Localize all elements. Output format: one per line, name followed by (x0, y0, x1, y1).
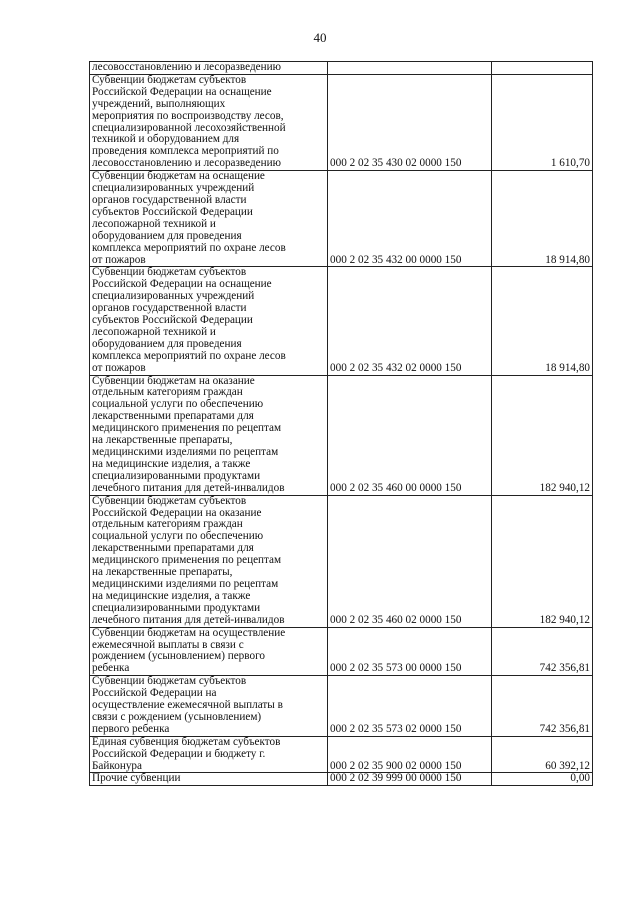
revenue-name-line: лесовосстановлению и лесоразведению (92, 61, 281, 73)
amount-cell: 1 610,70 (492, 74, 593, 170)
table-row (90, 375, 593, 495)
revenue-name-line: на медицинские изделия, а также (92, 457, 251, 470)
revenue-name-line: социальной услуги по обеспечению (92, 530, 264, 543)
revenue-name-line: Субвенции бюджетам субъектов (92, 675, 247, 688)
revenue-name-line: от пожаров (92, 253, 146, 266)
table-row (90, 676, 593, 737)
revenue-name-line: первого ребенка (92, 722, 170, 735)
revenue-name-line: Прочие субвенции (92, 772, 181, 785)
budget-code-cell (328, 62, 492, 75)
revenue-name-line: специализированных учреждений (92, 290, 255, 303)
revenue-name-line: Единая субвенция бюджетам субъектов (92, 735, 281, 748)
table-row (90, 627, 593, 676)
revenue-name-line: техникой и оборудованием для (92, 133, 240, 146)
budget-code-cell: 000 2 02 35 430 02 0000 150 (328, 74, 492, 170)
budget-code-cell: 000 2 02 35 573 02 0000 150 (328, 676, 492, 737)
amount-cell: 0,00 (492, 773, 593, 786)
revenue-name-line: на лекарственные препараты, (92, 434, 233, 447)
revenue-name-cell (90, 773, 328, 786)
amount-cell: 742 356,81 (492, 627, 593, 676)
revenue-name-line: лекарственными препаратами для (92, 410, 254, 423)
revenue-name-line: Российской Федерации на оснащение (92, 278, 272, 291)
amount-cell: 18 914,80 (492, 171, 593, 267)
revenue-name-line: комплекса мероприятий по охране лесов (92, 349, 286, 362)
revenue-name-line: оборудованием для проведения (92, 337, 242, 350)
revenue-name-cell (90, 627, 328, 676)
revenue-name-line: медицинского применения по рецептам (92, 422, 282, 435)
revenue-name-line: ребенка (92, 662, 130, 675)
revenue-name-line: Субвенции бюджетам на оснащение (92, 170, 265, 183)
table-row (90, 773, 593, 786)
budget-code-cell: 000 2 02 35 432 02 0000 150 (328, 267, 492, 375)
budget-code-cell: 000 2 02 35 460 02 0000 150 (328, 495, 492, 627)
revenue-name-line: лечебного питания для детей-инвалидов (92, 613, 285, 626)
revenue-name-line: на лекарственные препараты, (92, 566, 233, 579)
revenue-name-cell (90, 62, 328, 75)
revenue-name-line: органов государственной власти (92, 302, 247, 315)
revenue-name-line: Российской Федерации и бюджету г. (92, 747, 266, 760)
budget-code-cell: 000 2 02 35 900 02 0000 150 (328, 736, 492, 773)
amount-cell (492, 62, 593, 75)
table-body (90, 62, 593, 786)
revenue-name-line: осуществление ежемесячной выплаты в (92, 699, 283, 712)
table-row (90, 171, 593, 267)
revenue-name-line: медицинскими изделиями по рецептам (92, 577, 279, 590)
revenue-name-line: лесопожарной техникой и (92, 217, 216, 230)
revenue-name-cell (90, 495, 328, 627)
revenue-name-line: комплекса мероприятий по охране лесов (92, 241, 286, 254)
revenue-name-line: Российской Федерации на оказание (92, 506, 262, 519)
budget-code-cell: 000 2 02 39 999 00 0000 150 (328, 773, 492, 786)
revenue-name-line: Субвенции бюджетам на осуществление (92, 626, 286, 639)
page-number: 40 (313, 30, 327, 45)
revenue-name-line: специализированных учреждений (92, 182, 255, 195)
revenue-name-cell (90, 171, 328, 267)
revenue-name-line: медицинского применения по рецептам (92, 554, 282, 567)
revenue-name-line: учреждений, выполняющих (92, 97, 226, 110)
budget-code-cell: 000 2 02 35 432 00 0000 150 (328, 171, 492, 267)
revenue-name-line: ежемесячной выплаты в связи с (92, 638, 244, 651)
amount-cell: 18 914,80 (492, 267, 593, 375)
revenue-name-line: Субвенции бюджетам субъектов (92, 494, 247, 507)
revenue-name-line: Субвенции бюджетам субъектов (92, 266, 247, 279)
revenue-name-line: лесовосстановлению и лесоразведению (92, 157, 281, 170)
revenue-name-line: специализированными продуктами (92, 601, 261, 614)
revenue-name-line: субъектов Российской Федерации (92, 314, 253, 327)
table-row (90, 62, 593, 75)
revenue-name-line: от пожаров (92, 361, 146, 374)
revenue-name-cell (90, 74, 328, 170)
budget-code-cell: 000 2 02 35 573 00 0000 150 (328, 627, 492, 676)
revenue-name-cell (90, 736, 328, 773)
revenue-name-line: отдельным категориям граждан (92, 518, 243, 531)
table-row (90, 495, 593, 627)
revenue-name-line: отдельным категориям граждан (92, 386, 243, 399)
revenue-name-line: Российской Федерации на (92, 687, 217, 700)
revenue-name-cell (90, 676, 328, 737)
amount-cell: 182 940,12 (492, 495, 593, 627)
table-row (90, 74, 593, 170)
amount-cell: 182 940,12 (492, 375, 593, 495)
table-row (90, 736, 593, 773)
budget-revenue-table (89, 61, 593, 786)
revenue-name-line: Субвенции бюджетам субъектов (92, 73, 247, 86)
amount-cell: 742 356,81 (492, 676, 593, 737)
revenue-name-line: Российской Федерации на оснащение (92, 85, 272, 98)
revenue-name-line: органов государственной власти (92, 193, 247, 206)
revenue-name-line: лечебного питания для детей-инвалидов (92, 481, 285, 494)
revenue-name-line: субъектов Российской Федерации (92, 205, 253, 218)
revenue-name-line: лекарственными препаратами для (92, 542, 254, 555)
revenue-name-line: на медицинские изделия, а также (92, 589, 251, 602)
revenue-name-line: лесопожарной техникой и (92, 325, 216, 338)
revenue-name-line: рождением (усыновлением) первого (92, 650, 265, 663)
table-row (90, 267, 593, 375)
revenue-name-line: связи с рождением (усыновлением) (92, 710, 262, 723)
revenue-name-line: Байконура (92, 759, 142, 772)
revenue-name-line: оборудованием для проведения (92, 229, 242, 242)
revenue-name-line: мероприятия по воспроизводству лесов, (92, 109, 284, 122)
revenue-name-cell (90, 267, 328, 375)
revenue-name-cell (90, 375, 328, 495)
revenue-name-line: специализированной лесохозяйственной (92, 121, 286, 134)
revenue-name-line: медицинскими изделиями по рецептам (92, 446, 279, 458)
revenue-name-line: социальной услуги по обеспечению (92, 398, 264, 411)
revenue-name-line: специализированными продуктами (92, 469, 261, 482)
revenue-name-line: проведения комплекса мероприятий по (92, 145, 279, 158)
revenue-name-line: Субвенции бюджетам на оказание (92, 374, 255, 387)
amount-cell: 60 392,12 (492, 736, 593, 773)
budget-code-cell: 000 2 02 35 460 00 0000 150 (328, 375, 492, 495)
